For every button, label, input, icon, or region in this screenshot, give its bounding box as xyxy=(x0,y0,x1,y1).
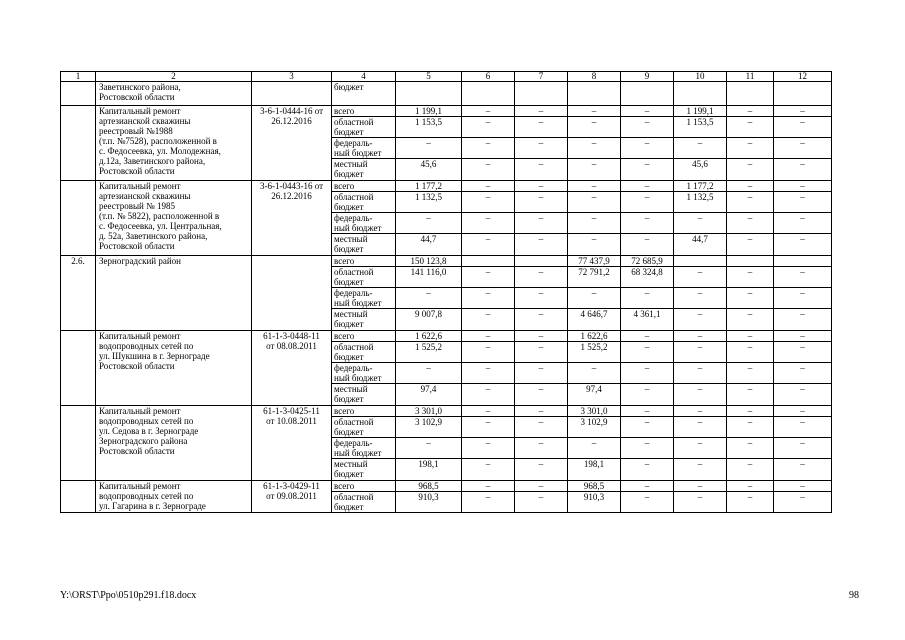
value-col-5: 3 301,0 xyxy=(396,406,462,417)
value-col-8: – xyxy=(568,288,621,309)
row-number-cell xyxy=(61,106,96,181)
value-col-7: – xyxy=(515,106,568,117)
value-cell xyxy=(462,82,515,106)
value-col-10: – xyxy=(674,492,727,513)
budget-type: всего xyxy=(332,256,396,267)
value-col-6: – xyxy=(462,267,515,288)
value-col-7: – xyxy=(515,192,568,213)
row-number-cell xyxy=(61,331,96,406)
district-name: Зерноградский район xyxy=(96,256,252,331)
footer-file-path: Y:\ORST\Ppo\0510p291.f18.docx xyxy=(60,590,197,601)
value-col-6: – xyxy=(462,106,515,117)
column-number-3: 3 xyxy=(252,72,332,82)
document-cell: 3-6-1-0444-16 от 26.12.2016 xyxy=(252,106,332,181)
value-col-7: – xyxy=(515,117,568,138)
value-col-10: – xyxy=(674,342,727,363)
value-col-9: – xyxy=(621,342,674,363)
value-col-9: – xyxy=(621,213,674,234)
value-col-9: 72 685,9 xyxy=(621,256,674,267)
value-col-5: 1 132,5 xyxy=(396,192,462,213)
value-col-9: – xyxy=(621,384,674,406)
value-col-12: – xyxy=(774,234,832,256)
value-col-12: – xyxy=(774,213,832,234)
value-col-6: – xyxy=(462,417,515,438)
object-name: Капитальный ремонт водопроводных сетей по ул. Седова в г. Зернограде Зерноградского района Ростовской области xyxy=(96,406,252,481)
value-col-8: 968,5 xyxy=(568,481,621,492)
budget-type: областной бюджет xyxy=(332,192,396,213)
value-col-11: – xyxy=(727,181,774,192)
value-col-9: – xyxy=(621,459,674,481)
table-body xyxy=(61,72,832,513)
value-col-10: – xyxy=(674,481,727,492)
value-col-5: – xyxy=(396,138,462,159)
value-col-8: 1 622,6 xyxy=(568,331,621,342)
value-col-11: – xyxy=(727,342,774,363)
document-cell: 61-1-3-0425-11 от 10.08.2011 xyxy=(252,406,332,481)
value-col-12: – xyxy=(774,181,832,192)
budget-table xyxy=(60,71,832,513)
value-col-5: – xyxy=(396,288,462,309)
budget-type: областной бюджет xyxy=(332,117,396,138)
value-col-12: – xyxy=(774,288,832,309)
document-cell: 61-1-3-0448-11 от 08.08.2011 xyxy=(252,331,332,406)
value-col-7: – xyxy=(515,481,568,492)
value-col-5: – xyxy=(396,213,462,234)
table-row xyxy=(61,256,832,267)
value-col-7: – xyxy=(515,138,568,159)
value-col-5: 1 153,5 xyxy=(396,117,462,138)
object-name: Капитальный ремонт артезианской скважины реестровый № 1985 (т.п. № 5822), расположенной в с. Федосеевка, ул. Центральная, д. 52а, Заветинского района, Ростовской области xyxy=(96,181,252,256)
value-col-7: – xyxy=(515,213,568,234)
value-col-11: – xyxy=(727,309,774,331)
value-col-7: – xyxy=(515,342,568,363)
value-col-7: – xyxy=(515,159,568,181)
value-col-5: – xyxy=(396,363,462,384)
value-col-12: – xyxy=(774,384,832,406)
value-cell xyxy=(727,82,774,106)
value-col-12: – xyxy=(774,331,832,342)
value-col-5: 141 116,0 xyxy=(396,267,462,288)
value-col-7: – xyxy=(515,363,568,384)
column-number-6: 6 xyxy=(462,72,515,82)
value-col-10: 44,7 xyxy=(674,234,727,256)
value-col-5: 1 622,6 xyxy=(396,331,462,342)
value-col-10: – xyxy=(674,459,727,481)
value-col-8: – xyxy=(568,438,621,459)
value-col-5: 9 007,8 xyxy=(396,309,462,331)
value-col-11: – xyxy=(727,406,774,417)
value-col-11: – xyxy=(727,192,774,213)
value-col-8: 72 791,2 xyxy=(568,267,621,288)
budget-type: областной бюджет xyxy=(332,267,396,288)
value-col-7: – xyxy=(515,438,568,459)
budget-type: местный бюджет xyxy=(332,234,396,256)
value-col-12: – xyxy=(774,363,832,384)
budget-type: местный бюджет xyxy=(332,159,396,181)
value-col-5: 1 177,2 xyxy=(396,181,462,192)
value-col-8: 3 102,9 xyxy=(568,417,621,438)
value-col-7: – xyxy=(515,267,568,288)
value-col-9: – xyxy=(621,106,674,117)
document-cell xyxy=(252,256,332,331)
value-col-8: 198,1 xyxy=(568,459,621,481)
value-col-9: – xyxy=(621,138,674,159)
value-col-8: 97,4 xyxy=(568,384,621,406)
value-col-10: 45,6 xyxy=(674,159,727,181)
value-cell xyxy=(396,82,462,106)
value-col-12: – xyxy=(774,117,832,138)
budget-type: всего xyxy=(332,481,396,492)
value-col-11: – xyxy=(727,459,774,481)
value-col-8: 77 437,9 xyxy=(568,256,621,267)
value-col-12: – xyxy=(774,492,832,513)
value-col-7: – xyxy=(515,181,568,192)
value-col-10: – xyxy=(674,384,727,406)
value-col-12: – xyxy=(774,267,832,288)
value-col-6: – xyxy=(462,363,515,384)
value-col-8: 3 301,0 xyxy=(568,406,621,417)
value-col-11: – xyxy=(727,288,774,309)
document-cell xyxy=(252,82,332,106)
table-row xyxy=(61,106,832,117)
column-number-9: 9 xyxy=(621,72,674,82)
value-col-11: – xyxy=(727,234,774,256)
document-cell: 3-6-1-0443-16 от 26.12.2016 xyxy=(252,181,332,256)
value-col-5: 44,7 xyxy=(396,234,462,256)
value-col-5: 150 123,8 xyxy=(396,256,462,267)
value-col-11: – xyxy=(727,213,774,234)
value-col-9: – xyxy=(621,288,674,309)
value-col-8: – xyxy=(568,106,621,117)
value-cell xyxy=(774,82,832,106)
row-number-cell xyxy=(61,82,96,106)
value-col-7: – xyxy=(515,492,568,513)
budget-type: всего xyxy=(332,331,396,342)
budget-type: всего xyxy=(332,406,396,417)
value-col-6: – xyxy=(462,192,515,213)
value-col-12: – xyxy=(774,481,832,492)
value-col-6: – xyxy=(462,331,515,342)
table-row xyxy=(61,331,832,342)
value-col-8: – xyxy=(568,117,621,138)
budget-type: федераль- ный бюджет xyxy=(332,438,396,459)
value-col-8: – xyxy=(568,192,621,213)
budget-type: федераль- ный бюджет xyxy=(332,213,396,234)
budget-type: всего xyxy=(332,106,396,117)
row-number-cell xyxy=(61,481,96,513)
value-col-5: 1 199,1 xyxy=(396,106,462,117)
value-col-9: – xyxy=(621,181,674,192)
value-col-9: – xyxy=(621,159,674,181)
budget-type: всего xyxy=(332,181,396,192)
value-col-11: – xyxy=(727,159,774,181)
value-col-5: 968,5 xyxy=(396,481,462,492)
value-col-9: – xyxy=(621,492,674,513)
budget-type: областной бюджет xyxy=(332,492,396,513)
value-col-11 xyxy=(727,256,774,267)
value-col-6: – xyxy=(462,138,515,159)
value-col-12: – xyxy=(774,192,832,213)
value-col-11: – xyxy=(727,267,774,288)
value-col-9: – xyxy=(621,481,674,492)
object-name: Заветинского района, Ростовской области xyxy=(96,82,252,106)
row-number-cell xyxy=(61,406,96,481)
value-col-6: – xyxy=(462,234,515,256)
value-col-6: – xyxy=(462,384,515,406)
budget-type: местный бюджет xyxy=(332,459,396,481)
value-col-10: – xyxy=(674,267,727,288)
value-col-9: – xyxy=(621,417,674,438)
value-col-7: – xyxy=(515,309,568,331)
value-col-9: 4 361,1 xyxy=(621,309,674,331)
column-number-11: 11 xyxy=(727,72,774,82)
value-col-8: – xyxy=(568,213,621,234)
value-cell xyxy=(568,82,621,106)
column-number-4: 4 xyxy=(332,72,396,82)
value-cell xyxy=(621,82,674,106)
table-row xyxy=(61,481,832,492)
value-col-10: – xyxy=(674,309,727,331)
value-col-7: – xyxy=(515,459,568,481)
value-col-9: 68 324,8 xyxy=(621,267,674,288)
table-row xyxy=(61,406,832,417)
value-col-7: – xyxy=(515,331,568,342)
value-col-10: 1 177,2 xyxy=(674,181,727,192)
value-col-5: 910,3 xyxy=(396,492,462,513)
budget-type: областной бюджет xyxy=(332,417,396,438)
value-col-10: – xyxy=(674,288,727,309)
value-col-9: – xyxy=(621,234,674,256)
value-col-7: – xyxy=(515,288,568,309)
column-number-2: 2 xyxy=(96,72,252,82)
value-col-9: – xyxy=(621,438,674,459)
object-name: Капитальный ремонт водопроводных сетей по ул. Шукшина в г. Зернограде Ростовской области xyxy=(96,331,252,406)
value-col-6: – xyxy=(462,438,515,459)
value-col-12: – xyxy=(774,106,832,117)
value-col-7: – xyxy=(515,234,568,256)
budget-type: федераль- ный бюджет xyxy=(332,363,396,384)
value-col-11: – xyxy=(727,481,774,492)
budget-type: федераль- ный бюджет xyxy=(332,288,396,309)
value-col-11: – xyxy=(727,331,774,342)
column-number-8: 8 xyxy=(568,72,621,82)
value-col-10: – xyxy=(674,331,727,342)
value-col-11: – xyxy=(727,384,774,406)
value-col-12: – xyxy=(774,417,832,438)
value-col-9: – xyxy=(621,406,674,417)
column-number-1: 1 xyxy=(61,72,96,82)
value-col-11: – xyxy=(727,438,774,459)
value-col-8: – xyxy=(568,181,621,192)
value-col-12: – xyxy=(774,459,832,481)
table-row xyxy=(61,82,832,106)
value-col-6: – xyxy=(462,492,515,513)
value-col-11: – xyxy=(727,363,774,384)
budget-type: федераль- ный бюджет xyxy=(332,138,396,159)
value-cell xyxy=(674,82,727,106)
column-number-5: 5 xyxy=(396,72,462,82)
budget-type: местный бюджет xyxy=(332,384,396,406)
value-col-8: – xyxy=(568,138,621,159)
value-col-11: – xyxy=(727,106,774,117)
value-col-10: – xyxy=(674,213,727,234)
value-col-11: – xyxy=(727,492,774,513)
value-col-6: – xyxy=(462,309,515,331)
document-cell: 61-1-3-0429-11 от 09.08.2011 xyxy=(252,481,332,513)
value-col-6: – xyxy=(462,459,515,481)
value-col-11: – xyxy=(727,138,774,159)
value-col-12: – xyxy=(774,438,832,459)
value-col-7 xyxy=(515,256,568,267)
column-number-7: 7 xyxy=(515,72,568,82)
row-number-cell xyxy=(61,181,96,256)
value-col-9: – xyxy=(621,117,674,138)
value-col-10: – xyxy=(674,438,727,459)
value-col-7: – xyxy=(515,384,568,406)
value-col-8: – xyxy=(568,159,621,181)
value-col-6: – xyxy=(462,117,515,138)
value-col-12: – xyxy=(774,159,832,181)
value-col-12: – xyxy=(774,342,832,363)
value-col-11: – xyxy=(727,117,774,138)
value-col-5: 97,4 xyxy=(396,384,462,406)
value-col-7: – xyxy=(515,406,568,417)
value-col-6: – xyxy=(462,181,515,192)
object-name: Капитальный ремонт водопроводных сетей по ул. Гагарина в г. Зернограде xyxy=(96,481,252,513)
value-col-7: – xyxy=(515,417,568,438)
budget-type: бюджет xyxy=(332,82,396,106)
object-name: Капитальный ремонт артезианской скважины реестровый №1988 (т.п. №7528), расположенной в с. Федосеевка, ул. Молодежная, д.12а, Заветинского района, Ростовской области xyxy=(96,106,252,181)
value-col-9: – xyxy=(621,363,674,384)
column-number-10: 10 xyxy=(674,72,727,82)
value-col-12 xyxy=(774,256,832,267)
value-col-6: – xyxy=(462,213,515,234)
value-col-8: 1 525,2 xyxy=(568,342,621,363)
value-col-8: – xyxy=(568,234,621,256)
value-col-5: 198,1 xyxy=(396,459,462,481)
value-col-8: 910,3 xyxy=(568,492,621,513)
header-row xyxy=(61,72,832,82)
value-col-9: – xyxy=(621,192,674,213)
value-col-10: – xyxy=(674,417,727,438)
value-col-10: – xyxy=(674,406,727,417)
value-col-9: – xyxy=(621,331,674,342)
value-col-8: – xyxy=(568,363,621,384)
value-col-10: – xyxy=(674,363,727,384)
value-col-5: 45,6 xyxy=(396,159,462,181)
value-col-5: 1 525,2 xyxy=(396,342,462,363)
value-col-5: 3 102,9 xyxy=(396,417,462,438)
value-col-11: – xyxy=(727,417,774,438)
value-col-10: 1 153,5 xyxy=(674,117,727,138)
value-col-5: – xyxy=(396,438,462,459)
value-col-10: 1 199,1 xyxy=(674,106,727,117)
value-col-12: – xyxy=(774,406,832,417)
value-col-12: – xyxy=(774,309,832,331)
value-col-6: – xyxy=(462,159,515,181)
value-col-10: – xyxy=(674,138,727,159)
value-col-6: – xyxy=(462,406,515,417)
value-col-6 xyxy=(462,256,515,267)
budget-type: местный бюджет xyxy=(332,309,396,331)
value-col-10 xyxy=(674,256,727,267)
table-row xyxy=(61,181,832,192)
value-col-12: – xyxy=(774,138,832,159)
value-cell xyxy=(515,82,568,106)
column-number-12: 12 xyxy=(774,72,832,82)
value-col-6: – xyxy=(462,288,515,309)
value-col-10: 1 132,5 xyxy=(674,192,727,213)
value-col-6: – xyxy=(462,481,515,492)
row-number-cell: 2.6. xyxy=(61,256,96,331)
budget-type: областной бюджет xyxy=(332,342,396,363)
value-col-6: – xyxy=(462,342,515,363)
value-col-8: 4 646,7 xyxy=(568,309,621,331)
footer-page-number: 98 xyxy=(849,590,859,601)
